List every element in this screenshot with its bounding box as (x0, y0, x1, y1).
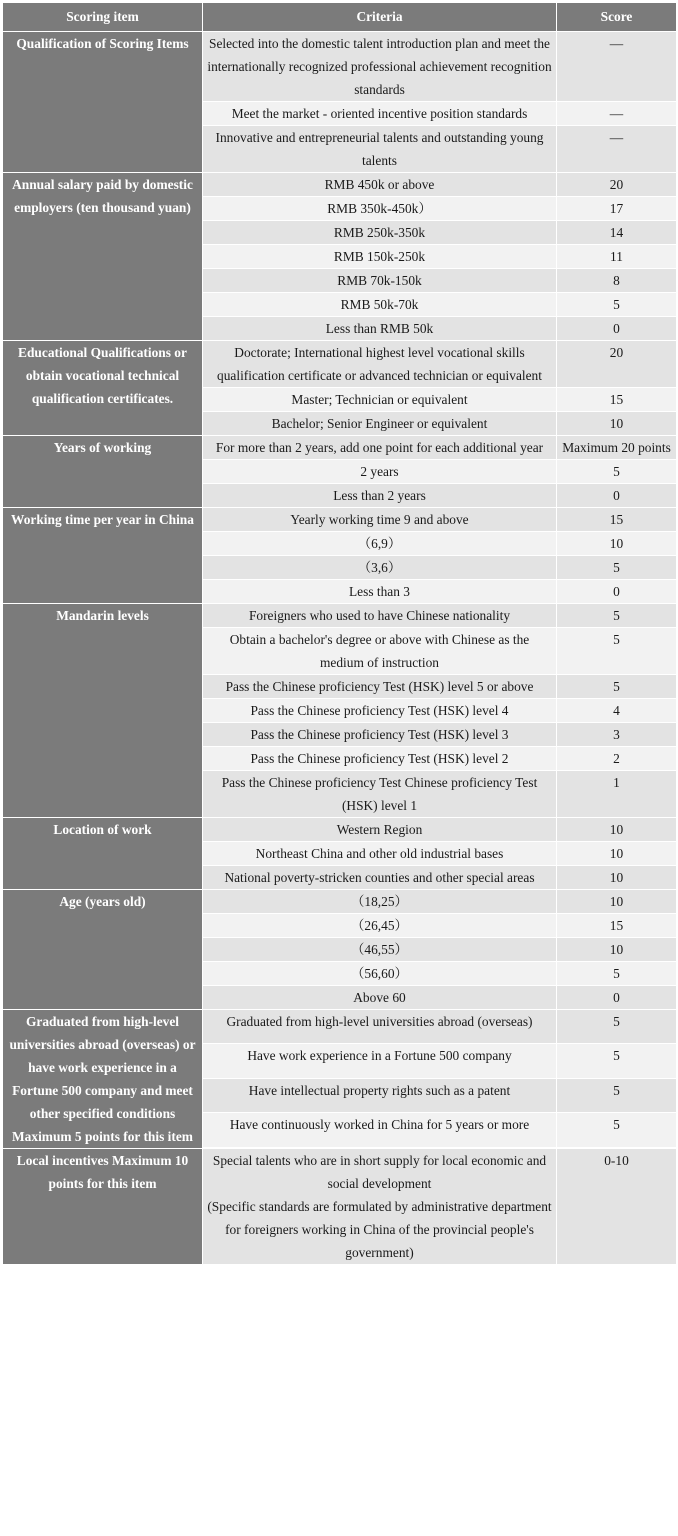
score-cell: 0 (557, 484, 677, 508)
score-cell: 10 (557, 532, 677, 556)
score-cell: 5 (557, 675, 677, 699)
criteria-cell: For more than 2 years, add one point for each additional year (203, 436, 557, 460)
table-row (3, 508, 677, 532)
table-row (3, 1010, 677, 1044)
score-cell: 5 (557, 962, 677, 986)
score-cell: 17 (557, 197, 677, 221)
score-cell: 10 (557, 890, 677, 914)
criteria-cell: Pass the Chinese proficiency Test (HSK) level 2 (203, 747, 557, 771)
score-cell: 8 (557, 269, 677, 293)
scoring-table (2, 2, 677, 1265)
score-cell: 5 (557, 1078, 677, 1112)
table-row (3, 818, 677, 842)
criteria-cell: Less than 3 (203, 580, 557, 604)
criteria-cell: Less than 2 years (203, 484, 557, 508)
header-criteria: Criteria (203, 3, 557, 32)
score-cell: 5 (557, 1044, 677, 1078)
scoring-item-cell: Age (years old) (3, 890, 203, 1010)
criteria-cell: Have work experience in a Fortune 500 company (203, 1044, 557, 1078)
score-cell: 10 (557, 842, 677, 866)
criteria-cell: Have continuously worked in China for 5 years or more (203, 1113, 557, 1147)
criteria-cell: Doctorate; International highest level vocational skills qualification certificate or advanced technician or equivalent (203, 341, 557, 388)
score-cell: 0 (557, 580, 677, 604)
score-cell: — (557, 32, 677, 102)
score-cell: 10 (557, 412, 677, 436)
criteria-cell: RMB 150k-250k (203, 245, 557, 269)
score-cell: 15 (557, 388, 677, 412)
criteria-cell: Pass the Chinese proficiency Test Chinese proficiency Test (HSK) level 1 (203, 771, 557, 818)
scoring-item-cell: Annual salary paid by domestic employers (ten thousand yuan) (3, 173, 203, 341)
criteria-cell: Bachelor; Senior Engineer or equivalent (203, 412, 557, 436)
score-cell: 5 (557, 1113, 677, 1147)
criteria-cell: （18,25） (203, 890, 557, 914)
table-row (3, 341, 677, 388)
criteria-cell: （46,55） (203, 938, 557, 962)
criteria-cell: Less than RMB 50k (203, 317, 557, 341)
criteria-cell: Northeast China and other old industrial bases (203, 842, 557, 866)
criteria-cell: Pass the Chinese proficiency Test (HSK) level 3 (203, 723, 557, 747)
criteria-cell: Graduated from high-level universities abroad (overseas) (203, 1010, 557, 1044)
scoring-item-cell: Years of working (3, 436, 203, 508)
header-score: Score (557, 3, 677, 32)
criteria-cell: （56,60） (203, 962, 557, 986)
score-cell: 10 (557, 866, 677, 890)
score-cell: — (557, 102, 677, 126)
score-cell: 5 (557, 293, 677, 317)
score-cell: 5 (557, 604, 677, 628)
criteria-cell: National poverty-stricken counties and other special areas (203, 866, 557, 890)
score-cell: 10 (557, 938, 677, 962)
scoring-item-cell: Local incentives Maximum 10 points for this item (3, 1149, 203, 1265)
criteria-cell: RMB 70k-150k (203, 269, 557, 293)
score-cell: 5 (557, 460, 677, 484)
score-cell: 5 (557, 1010, 677, 1044)
score-cell: 15 (557, 914, 677, 938)
criteria-cell: （3,6） (203, 556, 557, 580)
table-row (3, 1149, 677, 1265)
score-cell: 14 (557, 221, 677, 245)
criteria-cell: Obtain a bachelor's degree or above with Chinese as the medium of instruction (203, 628, 557, 675)
score-cell: 0-10 (557, 1149, 677, 1265)
criteria-cell: Yearly working time 9 and above (203, 508, 557, 532)
table-row (3, 890, 677, 914)
criteria-cell: RMB 450k or above (203, 173, 557, 197)
scoring-item-cell: Mandarin levels (3, 604, 203, 818)
score-cell: 1 (557, 771, 677, 818)
score-cell: 5 (557, 556, 677, 580)
score-cell: 0 (557, 317, 677, 341)
scoring-item-cell: Location of work (3, 818, 203, 890)
scoring-item-cell: Qualification of Scoring Items (3, 32, 203, 173)
score-cell: 20 (557, 173, 677, 197)
score-cell: 15 (557, 508, 677, 532)
score-cell: 20 (557, 341, 677, 388)
score-cell: — (557, 126, 677, 173)
score-cell: Maximum 20 points (557, 436, 677, 460)
criteria-cell: Above 60 (203, 986, 557, 1010)
scoring-item-cell: Working time per year in China (3, 508, 203, 604)
criteria-cell: 2 years (203, 460, 557, 484)
score-cell: 10 (557, 818, 677, 842)
criteria-cell: （26,45） (203, 914, 557, 938)
table-row (3, 436, 677, 460)
criteria-cell: Master; Technician or equivalent (203, 388, 557, 412)
criteria-cell: RMB 350k-450k） (203, 197, 557, 221)
scoring-item-cell: Educational Qualifications or obtain vocational technical qualification certificates. (3, 341, 203, 436)
header-row (3, 3, 677, 32)
criteria-cell: RMB 50k-70k (203, 293, 557, 317)
score-cell: 0 (557, 986, 677, 1010)
table-row (3, 32, 677, 102)
score-cell: 3 (557, 723, 677, 747)
criteria-cell: Western Region (203, 818, 557, 842)
criteria-cell: Selected into the domestic talent introduction plan and meet the internationally recognized professional achievement recognition standards (203, 32, 557, 102)
criteria-cell: Pass the Chinese proficiency Test (HSK) level 4 (203, 699, 557, 723)
criteria-cell: Special talents who are in short supply for local economic and social development (Specific standards are formulated by administrative department for foreigners working in China of the provincial people's government) (203, 1149, 557, 1265)
criteria-cell: RMB 250k-350k (203, 221, 557, 245)
criteria-cell: Innovative and entrepreneurial talents and outstanding young talents (203, 126, 557, 173)
scoring-item-cell: Graduated from high-level universities abroad (overseas) or have work experience in a Fortune 500 company and meet other specified conditions Maximum 5 points for this item (3, 1010, 203, 1149)
score-cell: 2 (557, 747, 677, 771)
criteria-cell: Have intellectual property rights such as a patent (203, 1078, 557, 1112)
table-row (3, 173, 677, 197)
score-cell: 5 (557, 628, 677, 675)
criteria-cell: （6,9） (203, 532, 557, 556)
header-scoring-item: Scoring item (3, 3, 203, 32)
score-cell: 11 (557, 245, 677, 269)
table-row (3, 604, 677, 628)
criteria-cell: Foreigners who used to have Chinese nationality (203, 604, 557, 628)
criteria-cell: Pass the Chinese proficiency Test (HSK) level 5 or above (203, 675, 557, 699)
score-cell: 4 (557, 699, 677, 723)
criteria-cell: Meet the market - oriented incentive position standards (203, 102, 557, 126)
